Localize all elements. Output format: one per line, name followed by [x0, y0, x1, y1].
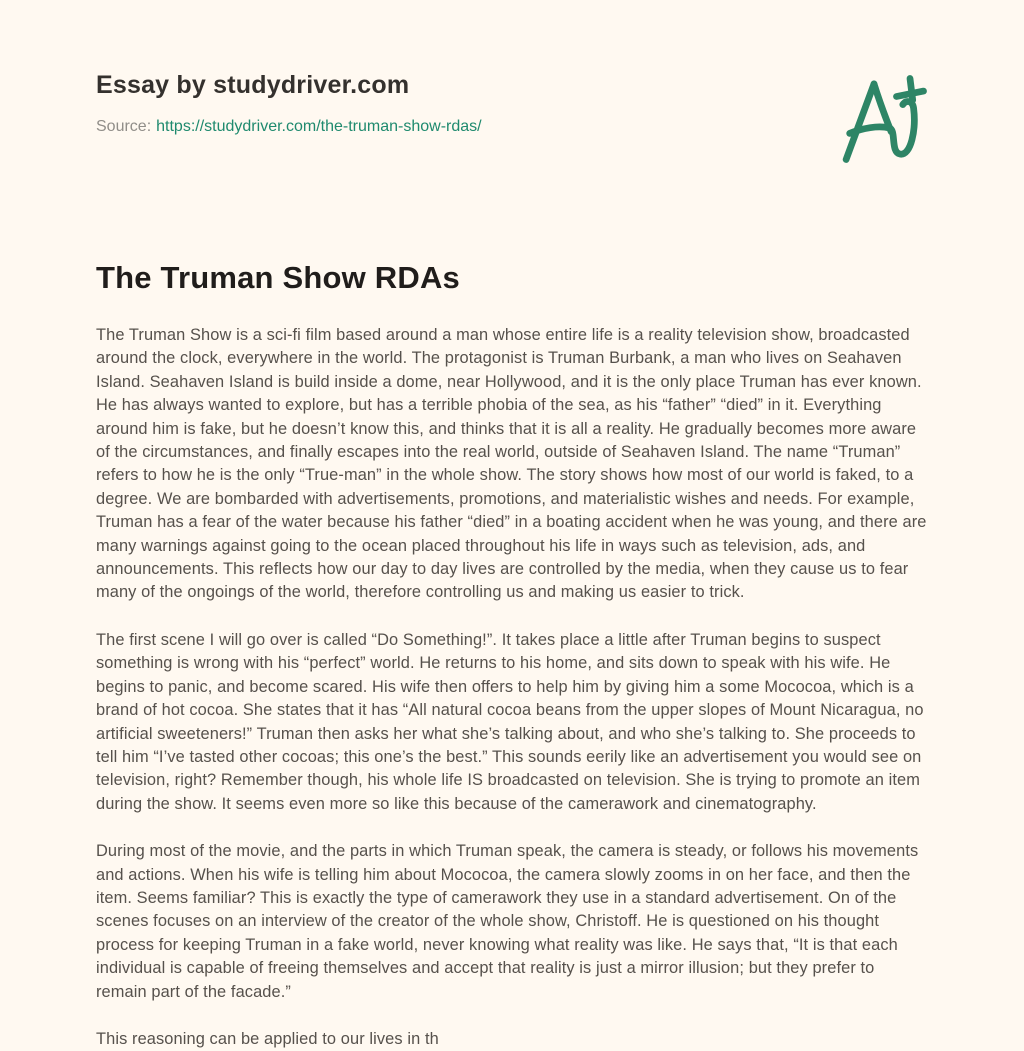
source-link[interactable]: https://studydriver.com/the-truman-show-rdas/ [156, 118, 482, 135]
essay-title: The Truman Show RDAs [96, 260, 460, 295]
essay-paragraph-2: The first scene I will go over is called “Do Something!”. It takes place a little after Truman begins to suspect something is wrong with his “perfect” world. He returns to his home, and sits down to speak with his wife. He begins to panic, and become scared. His wife then offers to help him by giving him a some Mococoa, which is a brand of hot cocoa. She states that it has “All natural cocoa beans from the upper slopes of Mount Nicaragua, no artificial sweeteners!” Truman then asks her what she’s talking about, and who she’s talking to. She proceeds to tell him “I’ve tasted other cocoas; this one’s the best.” This sounds eerily like an advertisement you would see on television, right? Remember though, his whole life IS broadcasted on television. She is trying to promote an item during the show. It seems even more so like this because of the camerawork and cinematography. [96, 630, 924, 813]
header-text-block [96, 70, 482, 137]
essay-paragraph-4-partial: This reasoning can be applied to our lives in th [96, 1029, 439, 1048]
studydriver-aplus-logo-icon [838, 72, 928, 166]
site-heading: Essay by studydriver.com [96, 71, 410, 99]
essay-body [96, 324, 928, 1051]
essay-paragraph-1: The Truman Show is a sci-fi film based around a man whose entire life is a reality television show, broadcasted around the clock, everywhere in the world. The protagonist is Truman Burbank, a man who lives on Seahaven Island. Seahaven Island is build inside a dome, near Hollywood, and it is the only place Truman has ever known. He has always wanted to explore, but has a terrible phobia of the sea, as his “father” “died” in it. Everything around him is fake, but he doesn’t know this, and thinks that it is all a reality. He gradually becomes more aware of the circumstances, and finally escapes into the real world, outside of Seahaven Island. The name “Truman” refers to how he is the only “True-man” in the whole show. The story shows how most of our world is faked, to a degree. We are bombarded with advertisements, promotions, and materialistic wishes and needs. For example, Truman has a fear of the water because his father “died” in a boating accident when he was young, and there are many warnings against going to the ocean placed throughout his life in ways such as television, ads, and announcements. This reflects how our day to day lives are controlled by the media, when they cause us to fear many of the ongoings of the world, therefore controlling us and making us easier to trick. [96, 326, 927, 602]
essay-paragraph-3: During most of the movie, and the parts in which Truman speak, the camera is steady, or follows his movements and actions. When his wife is telling him about Mococoa, the camera slowly zooms in on her face, and then the item. Seems familiar? This is exactly the type of camerawork they use in a standard advertisement. On of the scenes focuses on an interview of the creator of the whole show, Christoff. He is questioned on his thought process for keeping Truman in a fake world, never knowing what reality was like. He says that, “It is that each individual is capable of freeing themselves and accept that reality is just a mirror illusion; but they prefer to remain part of the facade.” [96, 842, 919, 1001]
page-header [96, 70, 928, 166]
source-line [96, 117, 482, 137]
source-label: Source: [96, 118, 152, 135]
